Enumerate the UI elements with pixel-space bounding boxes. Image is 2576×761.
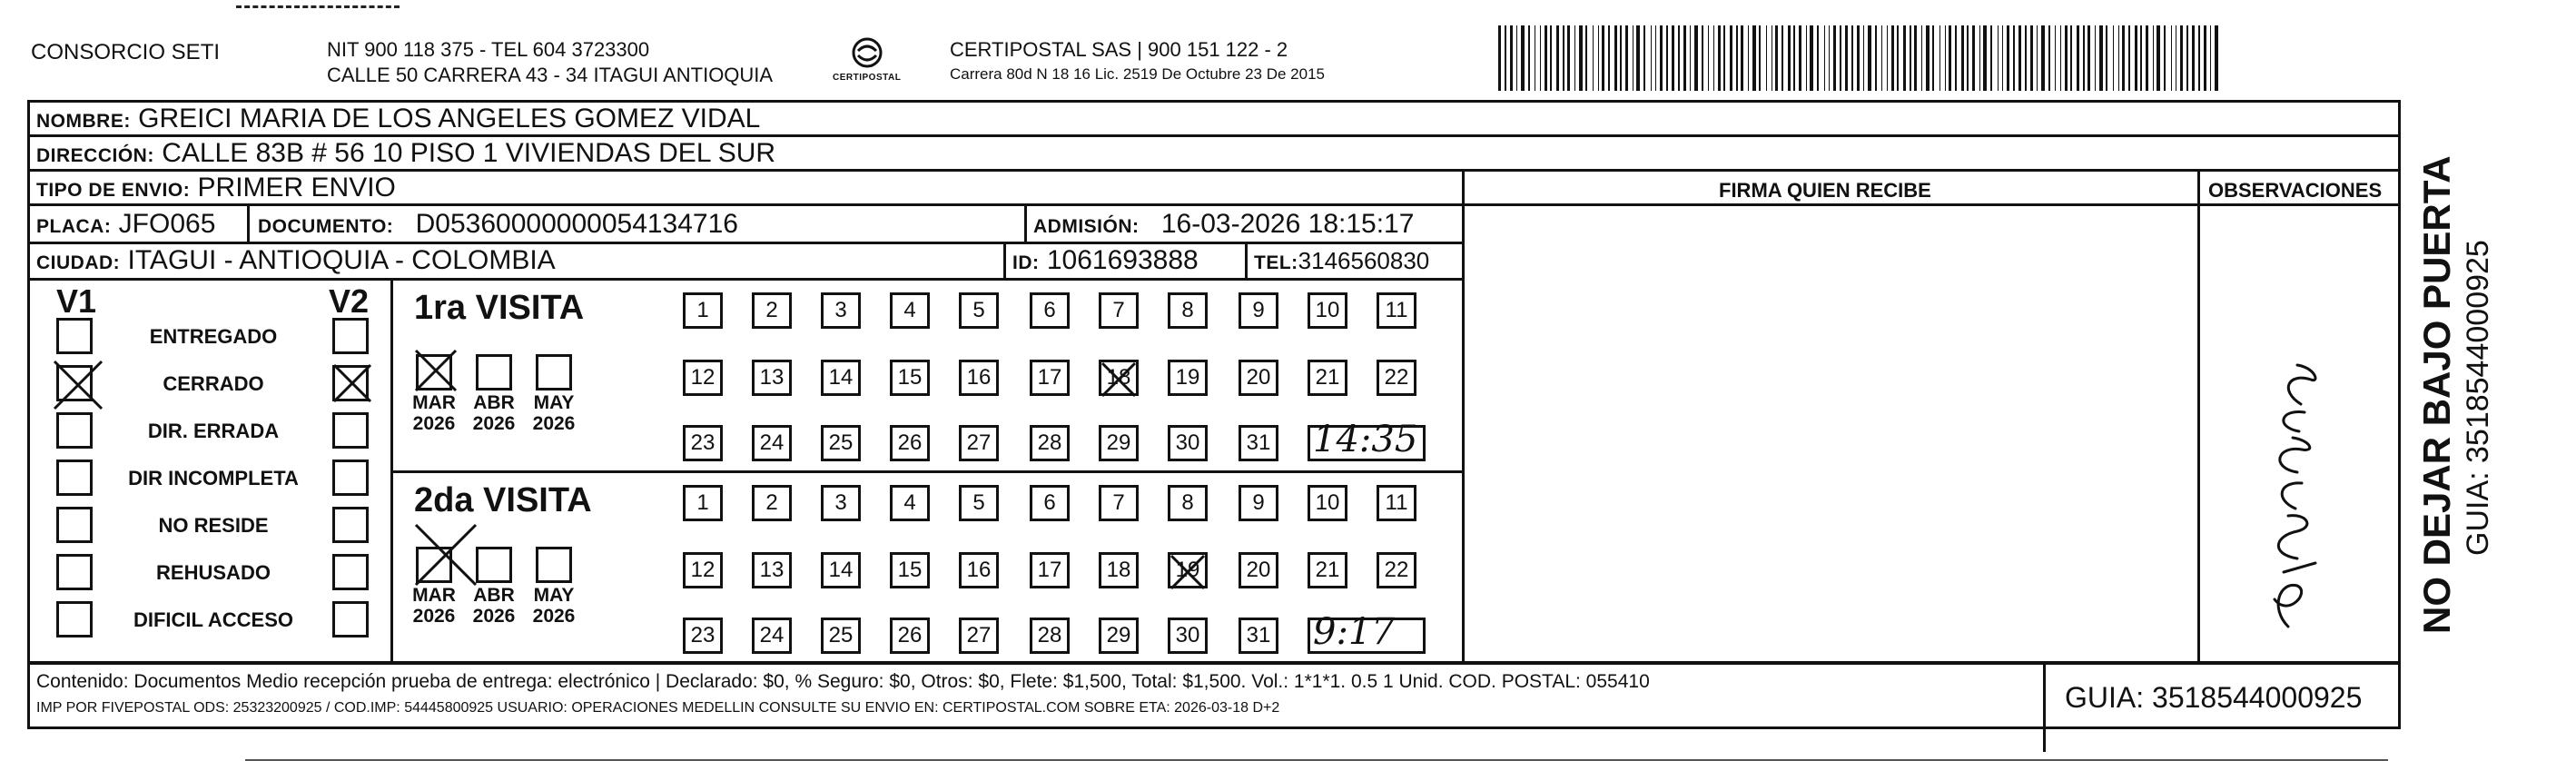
phone-value: 3146560830 xyxy=(1298,247,1430,274)
day-box: 19 xyxy=(1168,552,1208,588)
barcode-bar xyxy=(1887,25,1888,91)
barcode-bar xyxy=(2171,25,2172,91)
day-box: 1 xyxy=(683,292,723,329)
barcode-bar xyxy=(1708,25,1709,91)
month-label xyxy=(405,392,463,434)
status-label: ENTREGADO xyxy=(149,325,278,348)
day-box: 13 xyxy=(752,360,792,396)
barcode-bar xyxy=(2186,25,2188,91)
barcode-bar xyxy=(1972,25,1975,91)
barcode xyxy=(1498,25,2223,91)
signature-header: FIRMA QUIEN RECIBE xyxy=(1719,179,1931,202)
city-row xyxy=(36,247,556,274)
barcode-bar xyxy=(1683,25,1686,91)
barcode-bar xyxy=(2099,25,2103,91)
barcode-bar xyxy=(2060,25,2061,91)
document-label: DOCUMENTO: xyxy=(258,216,394,237)
month-year: 2026 xyxy=(532,413,576,435)
barcode-bar xyxy=(1829,25,1830,91)
month-check-mark-icon xyxy=(414,349,458,392)
barcode-bar xyxy=(1817,25,1819,91)
v2-checkbox xyxy=(332,601,369,637)
barcode-bar xyxy=(1891,25,1894,91)
barcode-bar xyxy=(1498,25,1501,91)
admission-row xyxy=(1033,211,1414,238)
barcode-bar xyxy=(1723,25,1725,91)
v1-header: V1 xyxy=(56,282,97,320)
barcode-bar xyxy=(1598,25,1599,91)
barcode-bar xyxy=(1516,25,1517,91)
document-value: D05360000000054134716 xyxy=(415,209,738,239)
barcode-bar xyxy=(2025,25,2027,91)
barcode-bar xyxy=(1857,25,1860,91)
day-box: 7 xyxy=(1099,485,1139,521)
barcode-bar xyxy=(1998,25,1999,91)
barcode-bar xyxy=(2041,25,2045,91)
barcode-bar xyxy=(2087,25,2090,91)
day-box: 22 xyxy=(1377,360,1416,396)
barcode-bar xyxy=(1788,25,1791,91)
status-label: NO RESIDE xyxy=(158,514,269,537)
barcode-bar xyxy=(2055,25,2056,91)
day-box: 3 xyxy=(821,292,861,329)
day-box: 26 xyxy=(890,425,930,461)
barcode-bar xyxy=(1550,25,1552,91)
barcode-bar xyxy=(1833,25,1836,91)
day-box: 8 xyxy=(1168,485,1208,521)
barcode-bar xyxy=(1602,25,1604,91)
company-name: CONSORCIO SETI xyxy=(31,40,221,64)
phone-row xyxy=(1254,249,1429,272)
barcode-bar xyxy=(1752,25,1756,91)
carrier-line: CERTIPOSTAL SAS | 900 151 122 - 2 xyxy=(950,38,1288,61)
document-row xyxy=(258,211,738,238)
certipostal-logo xyxy=(831,35,903,87)
shipping-type-row xyxy=(36,174,396,202)
barcode-bar xyxy=(1521,25,1525,91)
barcode-bar xyxy=(1625,25,1628,91)
day-box: 15 xyxy=(890,360,930,396)
barcode-bar xyxy=(1574,25,1575,91)
barcode-bar xyxy=(1990,25,1992,91)
barcode-bar xyxy=(2113,25,2114,91)
month-label xyxy=(525,585,583,627)
recipient-address: CALLE 83B # 56 10 PISO 1 VIVIENDAS DEL SUR xyxy=(162,138,776,168)
col-divider xyxy=(390,278,393,664)
day-box: 28 xyxy=(1030,618,1070,654)
barcode-bar xyxy=(1528,25,1530,91)
v1-checkbox xyxy=(56,318,93,354)
day-box: 29 xyxy=(1099,425,1139,461)
day-box: 27 xyxy=(959,618,999,654)
col-divider xyxy=(2197,169,2200,664)
day-box: 2 xyxy=(752,292,792,329)
handwritten-time: 9:17 xyxy=(1313,611,1395,653)
barcode-bar xyxy=(1741,25,1743,91)
day-box: 21 xyxy=(1308,360,1347,396)
day-box: 5 xyxy=(959,485,999,521)
barcode-bar xyxy=(1660,25,1663,91)
company-address: CALLE 50 CARRERA 43 - 34 ITAGUI ANTIOQUIA xyxy=(327,64,774,86)
day-box: 26 xyxy=(890,618,930,654)
day-box: 6 xyxy=(1030,292,1070,329)
barcode-bar xyxy=(2215,25,2218,91)
v1-checkbox xyxy=(56,412,93,449)
barcode-bar xyxy=(1666,25,1668,91)
barcode-bar xyxy=(2018,25,2021,91)
barcode-bar xyxy=(2157,25,2160,91)
day-check-mark-icon xyxy=(1100,361,1137,398)
barcode-bar xyxy=(1840,25,1841,91)
day-box: 31 xyxy=(1239,618,1278,654)
day-box: 7 xyxy=(1099,292,1139,329)
address-label: DIRECCIÓN: xyxy=(36,145,154,166)
day-box: 19 xyxy=(1168,360,1208,396)
side-guia: GUIA: 3518544000925 xyxy=(2461,240,2495,556)
city-value: ITAGUI - ANTIOQUIA - COLOMBIA xyxy=(127,245,556,275)
barcode-bar xyxy=(1955,25,1957,91)
row-divider xyxy=(27,242,1464,244)
barcode-bar xyxy=(1914,25,1917,91)
month-year: 2026 xyxy=(412,413,456,435)
v2-checkbox xyxy=(332,554,369,590)
day-box: 22 xyxy=(1377,552,1416,588)
row-divider xyxy=(27,278,1464,281)
month-label xyxy=(465,392,523,434)
barcode-bar xyxy=(1845,25,1848,91)
row-divider xyxy=(27,169,2401,172)
barcode-bar xyxy=(2037,25,2038,91)
barcode-bar xyxy=(1949,25,1951,91)
barcode-bar xyxy=(1863,25,1864,91)
day-box: 4 xyxy=(890,292,930,329)
shipping-type-label: TIPO DE ENVIO: xyxy=(36,180,191,201)
month-label xyxy=(405,585,463,627)
barcode-bar xyxy=(1636,25,1640,91)
address-row xyxy=(36,140,775,167)
row-divider xyxy=(27,203,2401,206)
barcode-bar xyxy=(1672,25,1674,91)
day-check-mark-icon xyxy=(1170,554,1206,590)
barcode-bar xyxy=(2077,25,2079,91)
month-checkbox xyxy=(536,354,572,390)
barcode-bar xyxy=(2118,25,2119,91)
footer-guia: GUIA: 3518544000925 xyxy=(2065,681,2363,714)
barcode-bar xyxy=(1563,25,1564,91)
day-box: 11 xyxy=(1377,485,1416,521)
barcode-bar xyxy=(1718,25,1721,91)
logo-caption: CERTIPOSTAL xyxy=(833,73,902,83)
name-row xyxy=(36,105,760,133)
barcode-bar xyxy=(2013,25,2015,91)
day-box: 20 xyxy=(1239,360,1278,396)
barcode-bar xyxy=(1766,25,1767,91)
barcode-bar xyxy=(1545,25,1547,91)
barcode-bar xyxy=(1730,25,1732,91)
barcode-bar xyxy=(1678,25,1680,91)
city-label: CIUDAD: xyxy=(36,252,121,273)
plate-value: JFO065 xyxy=(118,209,216,239)
v1-checkbox xyxy=(56,601,93,637)
phone-label: TEL: xyxy=(1254,252,1298,273)
v1-check-mark-icon xyxy=(53,360,104,410)
barcode-bar xyxy=(1806,25,1807,91)
visit-title: 2da VISITA xyxy=(414,481,592,519)
day-box: 25 xyxy=(821,425,861,461)
day-box: 17 xyxy=(1030,552,1070,588)
month-name: MAY xyxy=(533,392,575,413)
v1-checkbox xyxy=(56,460,93,496)
v2-checkbox xyxy=(332,412,369,449)
barcode-bar xyxy=(1620,25,1622,91)
barcode-bar xyxy=(1510,25,1513,91)
month-checkbox xyxy=(476,547,512,583)
v2-header: V2 xyxy=(329,282,370,320)
barcode-bar xyxy=(1775,25,1778,91)
barcode-bar xyxy=(1694,25,1698,91)
barcode-bar xyxy=(2083,25,2085,91)
handwritten-signature xyxy=(2234,354,2361,636)
handwritten-time: 14:35 xyxy=(1313,419,1418,460)
barcode-bar xyxy=(2070,25,2072,91)
day-box: 14 xyxy=(821,360,861,396)
barcode-bar xyxy=(1910,25,1911,91)
col-divider xyxy=(1024,203,1027,243)
day-box: 6 xyxy=(1030,485,1070,521)
barcode-bar xyxy=(1690,25,1691,91)
status-label: DIR INCOMPLETA xyxy=(128,467,299,489)
barcode-bar xyxy=(1851,25,1853,91)
barcode-bar xyxy=(2204,25,2206,91)
barcode-bar xyxy=(1793,25,1795,91)
day-box: 23 xyxy=(683,425,723,461)
barcode-bar xyxy=(1810,25,1813,91)
shipping-type: PRIMER ENVIO xyxy=(197,173,396,203)
month-checkbox xyxy=(476,354,512,390)
day-box: 14 xyxy=(821,552,861,588)
id-row xyxy=(1012,247,1199,274)
v1-checkbox xyxy=(56,507,93,543)
day-box: 16 xyxy=(959,360,999,396)
top-dash-marks xyxy=(236,5,400,8)
barcode-bar xyxy=(1881,25,1882,91)
nit-line: NIT 900 118 375 - TEL 604 3723300 xyxy=(327,38,650,61)
barcode-bar xyxy=(1651,25,1652,91)
day-box: 17 xyxy=(1030,360,1070,396)
day-box: 21 xyxy=(1308,552,1347,588)
month-name: MAY xyxy=(533,585,575,606)
barcode-bar xyxy=(2146,25,2148,91)
month-name: ABR xyxy=(473,392,515,413)
day-box: 5 xyxy=(959,292,999,329)
day-box: 30 xyxy=(1168,618,1208,654)
barcode-bar xyxy=(2210,25,2211,91)
barcode-bar xyxy=(1932,25,1934,91)
barcode-bar xyxy=(1967,25,1969,91)
v1-checkbox xyxy=(56,554,93,590)
barcode-bar xyxy=(2164,25,2166,91)
day-box: 27 xyxy=(959,425,999,461)
barcode-bar xyxy=(2048,25,2050,91)
day-box: 18 xyxy=(1099,552,1139,588)
barcode-bar xyxy=(1781,25,1783,91)
day-box: 8 xyxy=(1168,292,1208,329)
barcode-bar xyxy=(2128,25,2130,91)
barcode-bar xyxy=(1736,25,1738,91)
barcode-bar xyxy=(1556,25,1559,91)
barcode-bar xyxy=(1945,25,1946,91)
barcode-bar xyxy=(2007,25,2009,91)
barcode-bar xyxy=(2106,25,2107,91)
day-box: 12 xyxy=(683,360,723,396)
month-label xyxy=(525,392,583,434)
barcode-bar xyxy=(2122,25,2125,91)
status-label: DIFICIL ACCESO xyxy=(133,608,293,631)
month-checkbox xyxy=(536,547,572,583)
status-label: REHUSADO xyxy=(156,561,271,584)
v2-checkbox xyxy=(332,318,369,354)
barcode-bar xyxy=(1983,25,1987,91)
v2-check-mark-icon xyxy=(332,363,372,403)
barcode-bar xyxy=(1748,25,1749,91)
barcode-bar xyxy=(1897,25,1899,91)
name-label: NOMBRE: xyxy=(36,111,131,132)
visit-title: 1ra VISITA xyxy=(414,289,585,327)
side-notice: NO DEJAR BAJO PUERTA xyxy=(2415,155,2458,634)
barcode-bar xyxy=(2065,25,2068,91)
footer-content-line: Contenido: Documentos Medio recepción prueba de entrega: electrónico | Declarado: $0, % Seguro: $0, Otros: $0, Flete: $1,500, Total: $1,500. Vol.: 1*1*1. 0.5 1 Unid. COD. POSTAL: 055410 xyxy=(36,671,1650,692)
col-divider xyxy=(2398,100,2401,665)
col-divider xyxy=(1003,242,1006,278)
v2-checkbox xyxy=(332,460,369,496)
barcode-bar xyxy=(1585,25,1587,91)
license-line: Carrera 80d N 18 16 Lic. 2519 De Octubre 23 De 2015 xyxy=(950,65,1325,83)
day-box: 13 xyxy=(752,552,792,588)
day-box: 20 xyxy=(1239,552,1278,588)
day-box: 9 xyxy=(1239,292,1278,329)
barcode-bar xyxy=(1921,25,1922,91)
barcode-bar xyxy=(1875,25,1877,91)
day-box: 16 xyxy=(959,552,999,588)
month-label xyxy=(465,585,523,627)
v2-checkbox xyxy=(332,507,369,543)
day-box: 31 xyxy=(1239,425,1278,461)
barcode-bar xyxy=(1614,25,1617,91)
barcode-bar xyxy=(2140,25,2142,91)
col-divider xyxy=(247,203,250,243)
month-year: 2026 xyxy=(472,413,516,435)
barcode-bar xyxy=(2198,25,2200,91)
barcode-bar xyxy=(1540,25,1541,91)
barcode-bar xyxy=(2095,25,2096,91)
id-label: ID: xyxy=(1012,252,1040,273)
barcode-bar xyxy=(1759,25,1761,91)
day-box: 23 xyxy=(683,618,723,654)
month-name: MAR xyxy=(412,585,456,606)
day-box: 18 xyxy=(1099,360,1139,396)
barcode-bar xyxy=(2002,25,2003,91)
day-box: 30 xyxy=(1168,425,1208,461)
barcode-bar xyxy=(1961,25,1964,91)
barcode-bar xyxy=(1824,25,1825,91)
footer-imp-line: IMP POR FIVEPOSTAL ODS: 25323200925 / COD.IMP: 54445800925 USUARIO: OPERACIONES MEDELLIN CONSULTE SU ENVIO EN: CERTIPOSTAL.COM SOBRE ETA: 2026-03-18 D+2 xyxy=(36,700,1280,716)
col-divider xyxy=(1462,169,1465,664)
month-check-mark-icon xyxy=(414,523,478,587)
status-label: CERRADO xyxy=(163,372,264,395)
barcode-bar xyxy=(2135,25,2137,91)
barcode-bar xyxy=(1643,25,1645,91)
admission-label: ADMISIÓN: xyxy=(1033,216,1140,237)
recipient-name: GREICI MARIA DE LOS ANGELES GOMEZ VIDAL xyxy=(138,104,761,133)
day-box: 2 xyxy=(752,485,792,521)
plate-label: PLACA: xyxy=(36,216,112,237)
observations-header: OBSERVACIONES xyxy=(2208,179,2383,202)
barcode-bar xyxy=(1505,25,1506,91)
month-name: ABR xyxy=(473,585,515,606)
day-box: 29 xyxy=(1099,618,1139,654)
barcode-bar xyxy=(2030,25,2033,91)
barcode-bar xyxy=(1939,25,1940,91)
barcode-bar xyxy=(1567,25,1570,91)
barcode-bar xyxy=(1903,25,1906,91)
barcode-bar xyxy=(1702,25,1703,91)
month-year: 2026 xyxy=(532,606,576,628)
day-box: 4 xyxy=(890,485,930,521)
day-box: 10 xyxy=(1308,292,1347,329)
day-box: 24 xyxy=(752,425,792,461)
id-value: 1061693888 xyxy=(1046,245,1199,275)
col-divider xyxy=(1245,242,1248,278)
day-box: 12 xyxy=(683,552,723,588)
barcode-bar xyxy=(1593,25,1594,91)
barcode-bar xyxy=(1713,25,1714,91)
barcode-bar xyxy=(1926,25,1930,91)
barcode-bar xyxy=(1979,25,1980,91)
status-label: DIR. ERRADA xyxy=(147,420,280,442)
barcode-bar xyxy=(1868,25,1871,91)
admission-value: 16-03-2026 18:15:17 xyxy=(1160,209,1415,239)
row-divider xyxy=(27,134,2401,137)
plate-row xyxy=(36,211,215,238)
barcode-bar xyxy=(1579,25,1583,91)
day-box: 28 xyxy=(1030,425,1070,461)
barcode-bar xyxy=(2192,25,2195,91)
day-box: 9 xyxy=(1239,485,1278,521)
barcode-bar xyxy=(2153,25,2154,91)
barcode-bar xyxy=(1655,25,1656,91)
barcode-bar xyxy=(2180,25,2183,91)
day-box: 24 xyxy=(752,618,792,654)
barcode-bar xyxy=(1799,25,1801,91)
day-box: 10 xyxy=(1308,485,1347,521)
day-box: 11 xyxy=(1377,292,1416,329)
month-year: 2026 xyxy=(412,606,456,628)
barcode-bar xyxy=(1608,25,1610,91)
day-box: 1 xyxy=(683,485,723,521)
row-divider xyxy=(390,470,1464,473)
month-name: MAR xyxy=(412,392,456,413)
month-year: 2026 xyxy=(472,606,516,628)
day-box: 25 xyxy=(821,618,861,654)
day-box: 3 xyxy=(821,485,861,521)
day-box: 15 xyxy=(890,552,930,588)
